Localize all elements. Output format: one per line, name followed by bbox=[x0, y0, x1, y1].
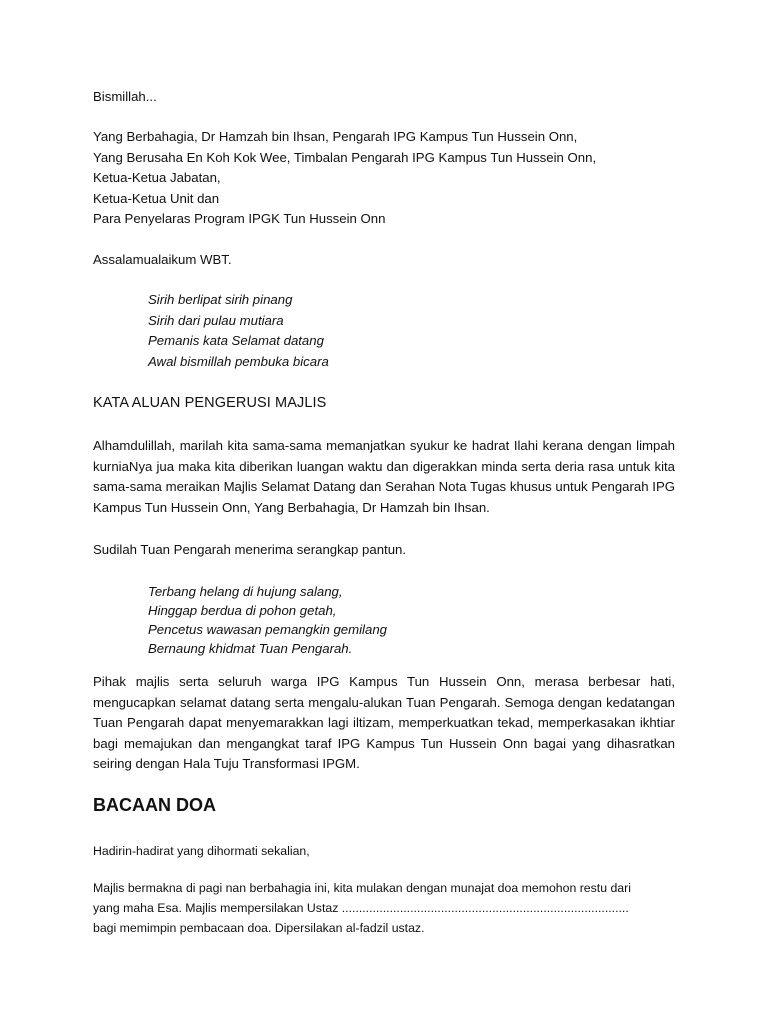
salam-text: Assalamualaikum WBT. bbox=[93, 252, 232, 267]
greeting-line: Yang Berusaha En Koh Kok Wee, Timbalan Pengarah IPG Kampus Tun Hussein Onn, bbox=[93, 149, 597, 165]
pantun-second bbox=[148, 582, 548, 658]
salam-line bbox=[93, 250, 675, 271]
doa-line: yang maha Esa. Majlis mempersilakan Ustaz .................................................................................... bbox=[93, 901, 629, 915]
pantun-line: Terbang helang di hujung salang, bbox=[148, 584, 343, 599]
heading-text: BACAAN DOA bbox=[93, 795, 216, 815]
greetings-block bbox=[93, 127, 675, 230]
bismillah-line bbox=[93, 87, 675, 108]
pantun-line: Sirih berlipat sirih pinang bbox=[148, 292, 293, 307]
doa-line: bagi memimpin pembacaan doa. Dipersilakan al-fadzil ustaz. bbox=[93, 921, 425, 935]
hadirin-text: Hadirin-hadirat yang dihormati sekalian, bbox=[93, 844, 310, 858]
pantun-line: Bernaung khidmat Tuan Pengarah. bbox=[148, 641, 353, 656]
greeting-line: Yang Berbahagia, Dr Hamzah bin Ihsan, Pengarah IPG Kampus Tun Hussein Onn, bbox=[93, 129, 578, 144]
paragraph-text: Pihak majlis serta seluruh warga IPG Kampus Tun Hussein Onn, merasa berbesar hati, mengucapkan selamat datang serta mengalu-alukan Tuan Pengarah. Semoga dengan kedatangan Tuan Pengarah dapat menyemarakkan lagi iltizam, memperkuatkan tekad, memperkasakan ikhtiar bagi memajukan dan mengangkat taraf IPG Kampus Tun Hussein Onn bagai yang dihasratkan seiring dengan Hala Tuju Transformasi IPGM. bbox=[93, 674, 675, 772]
paragraph-text: Alhamdulillah, marilah kita sama-sama memanjatkan syukur ke hadrat Ilahi kerana dengan limpah kurniaNya jua maka kita diberikan luangan waktu dan digerakkan minda serta deria rasa untuk kita sama-sama meraikan Majlis Selamat Datang dan Serahan Nota Tugas khusus untuk Pengarah IPG Kampus Tun Hussein Onn, Yang Berbahagia, Dr Hamzah bin Ihsan. bbox=[93, 438, 675, 515]
greeting-line: Para Penyelaras Program IPGK Tun Hussein Onn bbox=[93, 211, 386, 226]
pantun-line: Sirih dari pulau mutiara bbox=[148, 312, 284, 328]
doa-paragraph bbox=[93, 878, 675, 938]
section-heading-kata-aluan bbox=[93, 393, 675, 414]
greeting-line: Ketua-Ketua Jabatan, bbox=[93, 170, 221, 185]
paragraph-sudilah bbox=[93, 540, 675, 561]
paragraph-text: Sudilah Tuan Pengarah menerima serangkap pantun. bbox=[93, 542, 407, 557]
doa-line: Majlis bermakna di pagi nan berbahagia ini, kita mulakan dengan munajat doa memohon restu dari bbox=[93, 881, 631, 895]
paragraph-alhamdulillah bbox=[93, 436, 675, 518]
greeting-line: Ketua-Ketua Unit dan bbox=[93, 190, 220, 206]
bismillah-text: Bismillah... bbox=[93, 89, 157, 104]
hadirin-line bbox=[93, 841, 675, 861]
paragraph-pihak-majlis bbox=[93, 672, 675, 775]
pantun-line: Pemanis kata Selamat datang bbox=[148, 333, 324, 348]
heading-text: KATA ALUAN PENGERUSI MAJLIS bbox=[93, 395, 327, 411]
pantun-opening bbox=[148, 290, 548, 372]
pantun-line: Hinggap berdua di pohon getah, bbox=[148, 603, 337, 618]
section-heading-bacaan-doa bbox=[93, 795, 675, 816]
pantun-line: Pencetus wawasan pemangkin gemilang bbox=[148, 622, 387, 637]
pantun-line: Awal bismillah pembuka bicara bbox=[148, 353, 329, 369]
